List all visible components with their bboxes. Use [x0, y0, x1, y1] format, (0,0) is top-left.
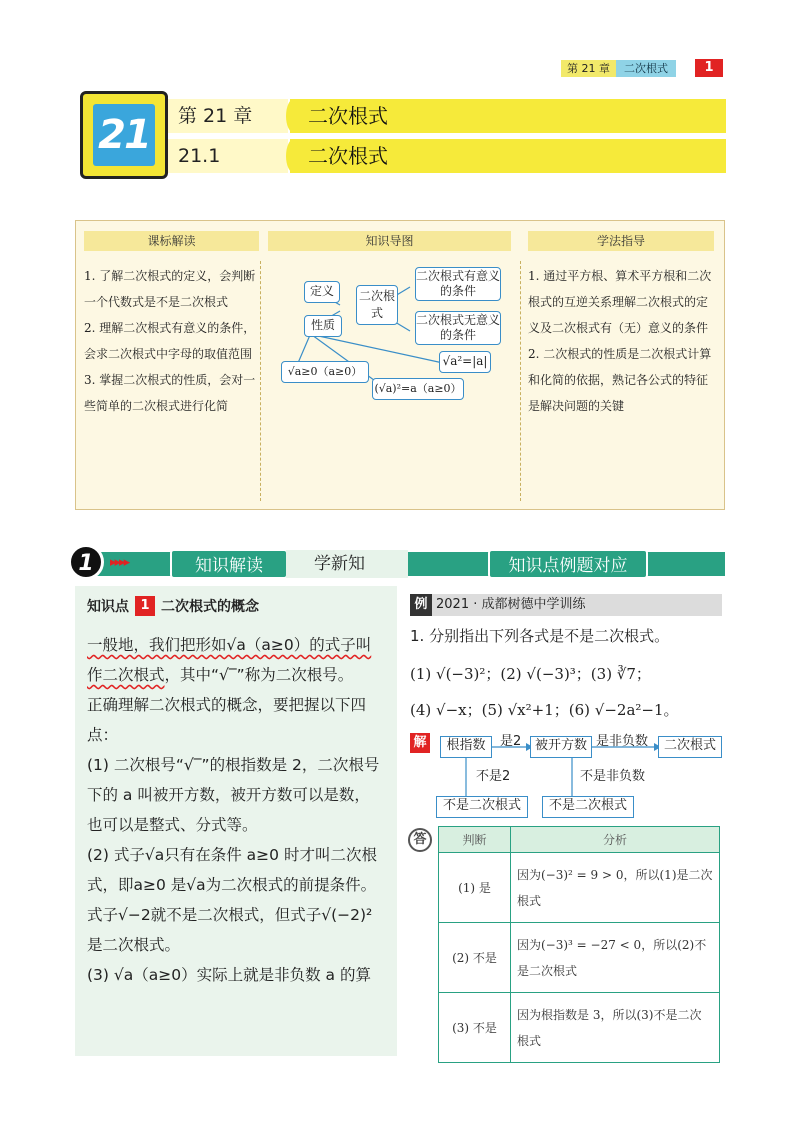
tab-examples: 知识点例题对应	[488, 549, 648, 579]
knowledge-point-title: 二次根式的概念	[161, 599, 259, 615]
section-number: 1	[68, 544, 104, 580]
mindmap-property: 性质	[304, 315, 342, 337]
mindmap-condition-yes: 二次根式有意义的条件	[415, 267, 501, 301]
definition-text: 一般地，我们把形如√a（a≥0）的式子叫作二次根式	[87, 636, 372, 684]
curriculum-title: 课标解读	[84, 231, 259, 251]
method-item: 1. 通过平方根、算术平方根和二次根式的互逆关系理解二次根式的定义及二次根式有（无）意义的条件	[528, 269, 712, 335]
knowledge-body	[87, 630, 385, 990]
mindmap-title: 知识导图	[268, 231, 511, 251]
table-row	[439, 853, 720, 923]
knowledge-point-label: 知识点	[87, 599, 129, 615]
table-cell: 因为(−3)² = 9 > 0，所以(1)是二次根式	[511, 853, 720, 923]
chapter-badge	[80, 91, 168, 179]
section-label: 21.1	[168, 139, 290, 173]
flow-label: 不是2	[476, 769, 511, 784]
section-title: 二次根式	[290, 139, 726, 173]
mindmap-condition-no: 二次根式无意义的条件	[415, 311, 501, 345]
mindmap-formula-square: (√a)²=a（a≥0）	[372, 378, 464, 400]
chapter-number: 21	[98, 112, 150, 158]
tab-learn-new: 学新知	[286, 550, 408, 578]
knowledge-panel	[75, 586, 397, 1056]
knowledge-paragraph: (3) √a（a≥0）实际上就是非负数 a 的算	[87, 966, 371, 984]
mindmap-center: 二次根式	[356, 285, 398, 325]
table-cell: (1) 是	[439, 853, 511, 923]
flow-index: 根指数	[440, 736, 492, 758]
knowledge-paragraph: (1) 二次根号“√‾”的根指数是 2，二次根号下的 a 叫被开方数，被开方数可以是数，也可以是整式、分式等。	[87, 756, 380, 834]
method-item: 2. 二次根式的性质是二次根式计算和化简的依据，熟记各公式的特征是解决问题的关键	[528, 347, 712, 413]
flow-label: 是非负数	[596, 734, 649, 749]
example-tag: 例	[410, 594, 432, 616]
flow-label: 不是非负数	[580, 769, 646, 784]
knowledge-point-heading	[87, 596, 385, 616]
curriculum-item: 3. 掌握二次根式的性质，会对一些简单的二次根式进行化简	[84, 373, 256, 413]
mindmap-definition: 定义	[304, 281, 340, 303]
mindmap-formula-nonneg: √a≥0（a≥0）	[281, 361, 369, 383]
divider	[520, 261, 521, 501]
chapter-number-box	[93, 104, 155, 166]
knowledge-paragraph: 正确理解二次根式的概念，要把握以下四点：	[87, 696, 367, 744]
table-row	[439, 923, 720, 993]
overview-panel	[75, 220, 725, 510]
knowledge-paragraph: (2) 式子√a只有在条件 a≥0 时才叫二次根式，即a≥0 是√a为二次根式的前提条件。式子√−2就不是二次根式，但式子√(−2)²是二次根式。	[87, 846, 377, 954]
table-header-row	[439, 827, 720, 853]
table-cell: (3) 不是	[439, 993, 511, 1063]
table-row	[439, 993, 720, 1063]
solution-tag: 解	[410, 733, 430, 753]
curriculum-item: 1. 了解二次根式的定义，会判断一个代数式是不是二次根式	[84, 269, 256, 309]
curriculum-text	[84, 263, 259, 419]
knowledge-point-number: 1	[135, 596, 155, 616]
table-header: 判断	[439, 827, 511, 853]
example-source: 2021 · 成都树德中学训练	[436, 597, 586, 612]
example-line: (4) √−x；(5) √x²+1；(6) √−2a²−1。	[410, 701, 679, 719]
chapter-label: 第 21 章	[168, 99, 290, 133]
section-banner-row	[168, 139, 726, 173]
example-line: (1) √(−3)²；(2) √(−3)³；(3) ∛7；	[410, 665, 651, 683]
method-title: 学法指导	[528, 231, 714, 251]
curriculum-item: 2. 理解二次根式有意义的条件，会求二次根式中字母的取值范围	[84, 321, 256, 361]
page-number: 1	[695, 59, 723, 77]
table-cell: 因为(−3)³ = −27 < 0，所以(2)不是二次根式	[511, 923, 720, 993]
answer-table	[438, 826, 720, 1063]
running-chapter: 第 21 章	[561, 60, 616, 77]
answer-tag: 答	[408, 828, 432, 852]
method-text	[528, 263, 714, 419]
curriculum-column	[84, 231, 259, 419]
example-question: 1. 分别指出下列各式是不是二次根式。	[410, 627, 670, 645]
mindmap-formula-abs: √a²=|a|	[439, 351, 491, 373]
running-title: 二次根式	[616, 60, 676, 77]
mindmap-column	[268, 231, 511, 251]
flow-label: 是2	[500, 734, 522, 749]
knowledge-paragraph	[87, 630, 385, 690]
example-header	[410, 594, 722, 616]
flow-result-yes: 二次根式	[658, 736, 722, 758]
method-column	[528, 231, 714, 419]
running-header	[561, 60, 676, 77]
flow-radicand: 被开方数	[530, 736, 592, 758]
section-arrows: ▸▸▸▸	[110, 555, 129, 570]
tab-knowledge: 知识解读	[170, 549, 288, 579]
chapter-banner-row	[168, 99, 726, 133]
table-cell: 因为根指数是 3，所以(3)不是二次根式	[511, 993, 720, 1063]
table-cell: (2) 不是	[439, 923, 511, 993]
chapter-title: 二次根式	[290, 99, 726, 133]
definition-tail: ，其中“√‾”称为二次根号。	[164, 666, 354, 684]
divider	[260, 261, 261, 501]
flow-result-no: 不是二次根式	[436, 796, 528, 818]
flow-result-no: 不是二次根式	[542, 796, 634, 818]
table-header: 分析	[511, 827, 720, 853]
